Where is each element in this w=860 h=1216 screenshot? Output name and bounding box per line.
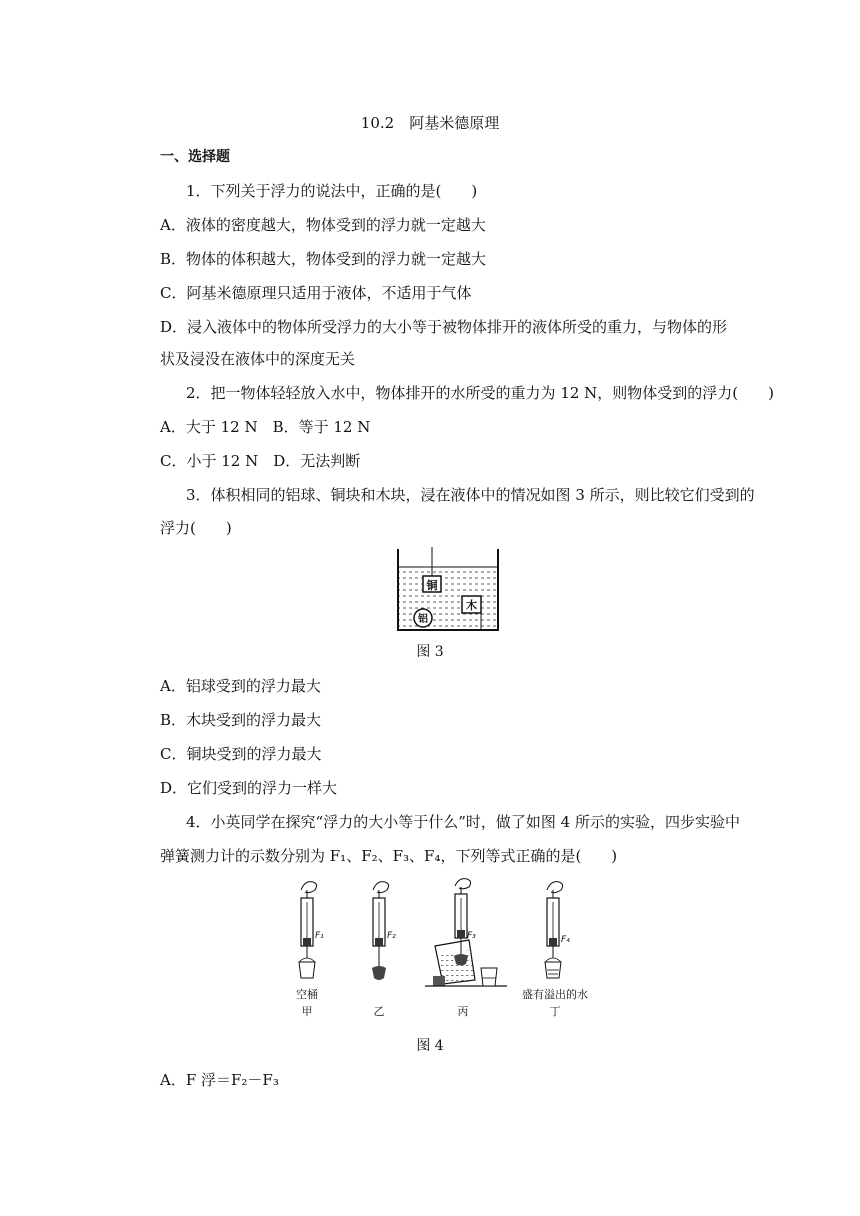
setup-jia <box>296 882 324 1018</box>
question-1-option-d: D．浸入液体中的物体所受浮力的大小等于被物体排开的液体所受的重力，与物体的形 <box>160 318 728 336</box>
stone <box>372 966 386 980</box>
question-3-option-d: D．它们受到的浮力一样大 <box>160 779 338 797</box>
f2-label: F₂ <box>387 931 396 941</box>
f3-label: F₃ <box>467 931 476 941</box>
stone <box>454 954 468 966</box>
setup-bing <box>425 879 507 1018</box>
question-3-option-b: B．木块受到的浮力最大 <box>160 711 322 729</box>
figure-4-experiment-diagram <box>285 878 605 1023</box>
hand-icon <box>547 882 563 893</box>
overflow-water-label: 盛有溢出的水 <box>522 988 588 1001</box>
hand-icon <box>455 879 471 889</box>
f4-label: F₄ <box>561 935 570 945</box>
copper-label: 铜 <box>426 579 438 592</box>
question-2-options-cd: C．小于 12 N D．无法判断 <box>160 452 361 470</box>
question-1-option-a: A．液体的密度越大，物体受到的浮力就一定越大 <box>160 216 486 234</box>
empty-bucket-label: 空桶 <box>296 988 318 1001</box>
setup-ding <box>522 882 588 1018</box>
figure-3-caption: 图 3 <box>416 644 444 660</box>
figure-4-caption: 图 4 <box>416 1038 444 1054</box>
setup-yi <box>372 882 396 1018</box>
question-1-stem: 1．下列关于浮力的说法中，正确的是( ) <box>186 182 478 200</box>
question-1-option-b: B．物体的体积越大，物体受到的浮力就一定越大 <box>160 250 487 268</box>
wood-label: 木 <box>466 599 477 612</box>
aluminum-label: 铝 <box>418 614 428 625</box>
support-block <box>433 976 445 986</box>
section-heading: 一、选择题 <box>160 149 230 165</box>
question-1-option-c: C．阿基米德原理只适用于液体，不适用于气体 <box>160 284 472 302</box>
question-3-option-a: A．铝球受到的浮力最大 <box>160 677 321 695</box>
figure-3-container-diagram <box>396 545 500 631</box>
hand-icon <box>373 882 389 893</box>
question-4-stem-continued: 弹簧测力计的示数分别为 F₁、F₂、F₃、F₄，下列等式正确的是( ) <box>160 847 618 865</box>
f1-label: F₁ <box>315 931 324 941</box>
question-3-option-c: C．铜块受到的浮力最大 <box>160 745 322 763</box>
hand-icon <box>301 882 317 893</box>
ding-label: 丁 <box>549 1005 561 1018</box>
question-2-stem: 2．把一物体轻轻放入水中，物体排开的水所受的重力为 12 N，则物体受到的浮力( ) <box>186 384 774 402</box>
bing-label: 丙 <box>457 1005 469 1018</box>
question-2-options-ab: A．大于 12 N B．等于 12 N <box>160 418 371 436</box>
empty-bucket <box>299 962 315 978</box>
question-3-stem: 3．体积相同的铝球、铜块和木块，浸在液体中的情况如图 3 所示，则比较它们受到的 <box>186 486 755 504</box>
question-1-option-d-continued: 状及浸没在液体中的深度无关 <box>160 350 356 368</box>
yi-label: 乙 <box>373 1005 385 1018</box>
document-title: 10.2 阿基米德原理 <box>360 114 500 132</box>
question-4-option-a: A．F 浮＝F₂－F₃ <box>160 1071 279 1089</box>
question-4-stem: 4．小英同学在探究“浮力的大小等于什么”时，做了如图 4 所示的实验，四步实验中 <box>186 813 740 831</box>
small-beaker <box>481 968 497 986</box>
question-3-stem-continued: 浮力( ) <box>160 519 232 537</box>
jia-label: 甲 <box>301 1005 313 1018</box>
